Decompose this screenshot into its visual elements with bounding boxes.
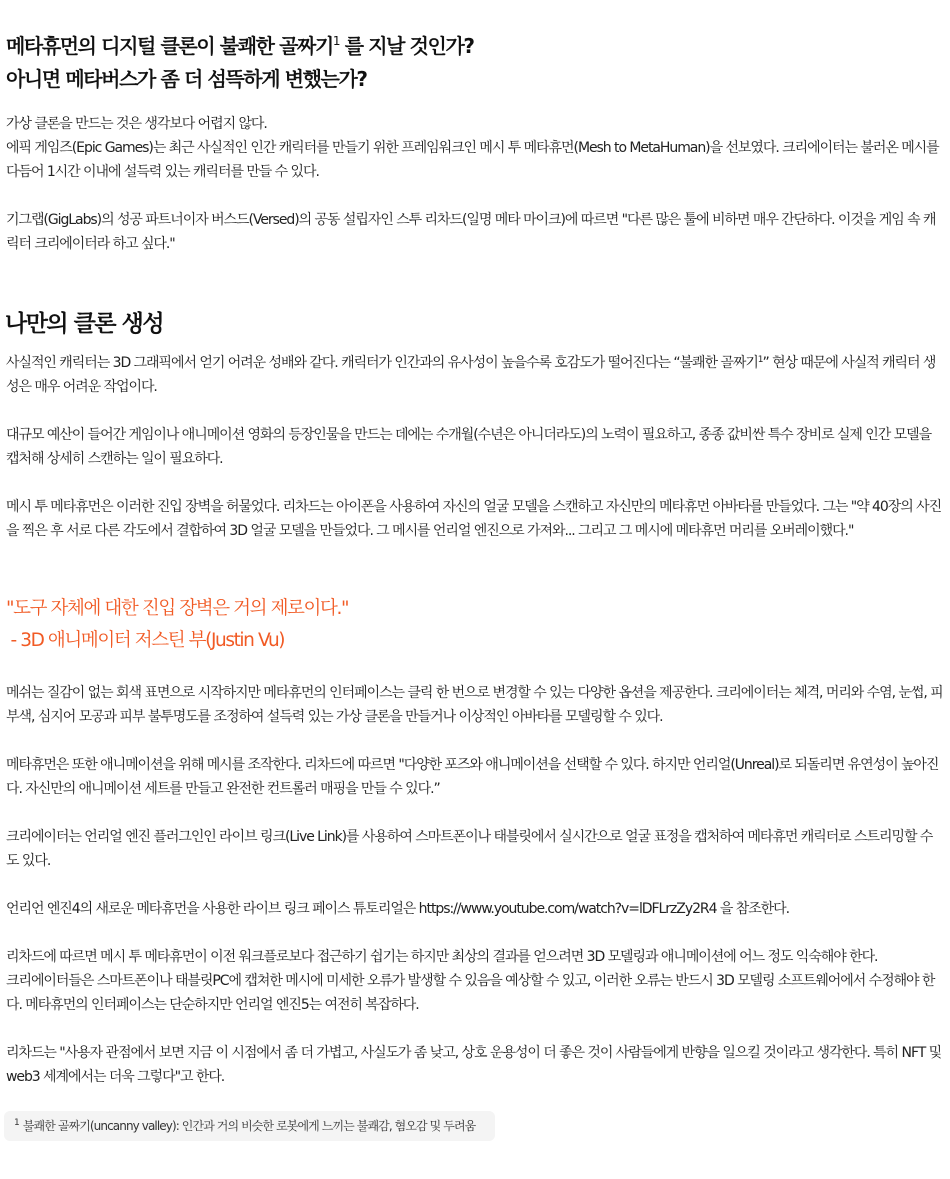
body-paragraph-5 [6, 945, 944, 1017]
body-p5-sentence-2: 크리에이터들은 스마트폰이나 태블릿PC에 캡쳐한 메시에 미세한 오류가 발생할 수 있음을 예상할 수 있고, 이러한 오류는 반드시 3D 모델링 소프트웨어에서 수정해야 한다. 메타휴먼의 인터페이스는 단순하지만 언리얼 엔진5는 여전히 복잡하다. [6, 973, 935, 1013]
section-p1-text-end: ” 현상 때문에 사실적 캐릭터 생성은 매우 어려운 작업이다. [6, 355, 936, 395]
body-p5-sentence-1: 리차드에 따르면 메시 투 메타휴먼이 이전 워크플로보다 접근하기 쉽기는 하지만 최상의 결과를 얻으려면 3D 모델링과 애니메이션에 어느 정도 익숙해야 한다. [6, 949, 878, 965]
pull-quote [6, 593, 348, 657]
body-paragraph-4: 언리언 엔진4의 새로운 메타휴먼을 사용한 라이브 링크 페이스 튜토리얼은 https://www.youtube.com/watch?v=lDFLrzZy2R4 을 참조한다. [6, 901, 790, 917]
intro-paragraph-2: 기그랩(GigLabs)의 성공 파트너이자 버스드(Versed)의 공동 설립자인 스투 리차드(일명 메타 마이크)에 따르면 "다른 많은 툴에 비하면 매우 간단하다. 이것을 게임 속 캐릭터 크리에이터라 하고 싶다." [6, 212, 936, 252]
article-title [6, 30, 936, 96]
body-paragraph-6: 리차드는 "사용자 관점에서 보면 지금 이 시점에서 좀 더 가볍고, 사실도가 좀 낮고, 상호 운용성이 더 좋은 것이 사람들에게 반향을 일으킬 것이라고 생각한다. 특히 NFT 및 web3 세계에서는 더욱 그렇다"고 한다. [6, 1045, 942, 1085]
title-line1 [6, 34, 474, 58]
body-paragraph-2: 메타휴먼은 또한 애니메이션을 위해 메시를 조작한다. 리차드에 따르면 "다양한 포즈와 애니메이션을 선택할 수 있다. 하지만 언리얼(Unreal)로 되돌리면 유연성이 높아진다. 자신만의 애니메이션 세트를 만들고 완전한 컨트롤러 매핑을 만들 수 있다.” [6, 757, 939, 797]
section-paragraph-1 [6, 351, 944, 399]
footnote-ref-title[interactable]: 1 [332, 34, 340, 48]
footnote [4, 1111, 495, 1141]
body-paragraph-3: 크리에이터는 언리얼 엔진 플러그인인 라이브 링크(Live Link)를 사용하여 스마트폰이나 태블릿에서 실시간으로 얼굴 표정을 캡처하여 메타휴먼 캐릭터로 스트리밍할 수도 있다. [6, 829, 933, 869]
intro-sentence-1: 가상 클론을 만드는 것은 생각보다 어렵지 않다. [6, 116, 267, 132]
quote-text: "도구 자체에 대한 진입 장벽은 거의 제로이다." [6, 598, 349, 619]
section-paragraph-3: 메시 투 메타휴먼은 이러한 진입 장벽을 허물었다. 리차드는 아이폰을 사용하여 자신의 얼굴 모델을 스캔하고 자신만의 메타휴먼 아바타를 만들었다. 그는 "약 40장의 사진을 찍은 후 서로 다른 각도에서 결합하여 3D 얼굴 모델을 만들었다. 그 메시를 언리얼 엔진으로 가져와... 그리고 그 메시에 메타휴먼 머리를 오버레이했다." [6, 499, 942, 539]
title-line1-text-end: 를 지날 것인가? [339, 34, 474, 58]
quote-attribution: - 3D 애니메이터 저스틴 부(Justin Vu) [6, 630, 285, 651]
title-line2: 아니면 메타버스가 좀 더 섬뜩하게 변했는가? [6, 67, 367, 91]
section-p1-text: 사실적인 캐릭터는 3D 그래픽에서 얻기 어려운 성배와 같다. 캐릭터가 인간과의 유사성이 높을수록 호감도가 떨어진다는 “불쾌한 골짜기 [6, 355, 758, 371]
intro-paragraph-1 [6, 112, 944, 184]
intro-sentence-2: 에픽 게임즈(Epic Games)는 최근 사실적인 인간 캐릭터를 만들기 위한 프레임워크인 메시 투 메타휴먼(Mesh to MetaHuman)을 선보였다. 크리에이터는 불러온 메시를 다듬어 1시간 이내에 설득력 있는 캐릭터를 만들 수 있다. [6, 140, 939, 180]
body-paragraph-1: 메쉬는 질감이 없는 회색 표면으로 시작하지만 메타휴먼의 인터페이스는 클릭 한 번으로 변경할 수 있는 다양한 옵션을 제공한다. 크리에이터는 체격, 머리와 수염, 눈썹, 피부색, 심지어 모공과 피부 불투명도를 조정하여 설득력 있는 가상 클론을 만들거나 이상적인 아바타를 모델링할 수 있다. [6, 685, 943, 725]
title-line1-text: 메타휴먼의 디지털 클론이 불쾌한 골짜기 [6, 34, 333, 58]
footnote-text: 불쾌한 골짜기(uncanny valley): 인간과 거의 비슷한 로봇에게 느끼는 불쾌감, 혐오감 및 두려움 [22, 1119, 476, 1133]
section-heading: 나만의 클론 생성 [5, 311, 164, 337]
footnote-ref-body[interactable]: 1 [757, 355, 763, 365]
footnote-marker: 1 [14, 1118, 19, 1128]
section-paragraph-2: 대규모 예산이 들어간 게임이나 애니메이션 영화의 등장인물을 만드는 데에는 수개월(수년은 아니더라도)의 노력이 필요하고, 종종 값비싼 특수 장비로 실제 인간 모델을 캡처해 상세히 스캔하는 일이 필요하다. [6, 427, 932, 467]
